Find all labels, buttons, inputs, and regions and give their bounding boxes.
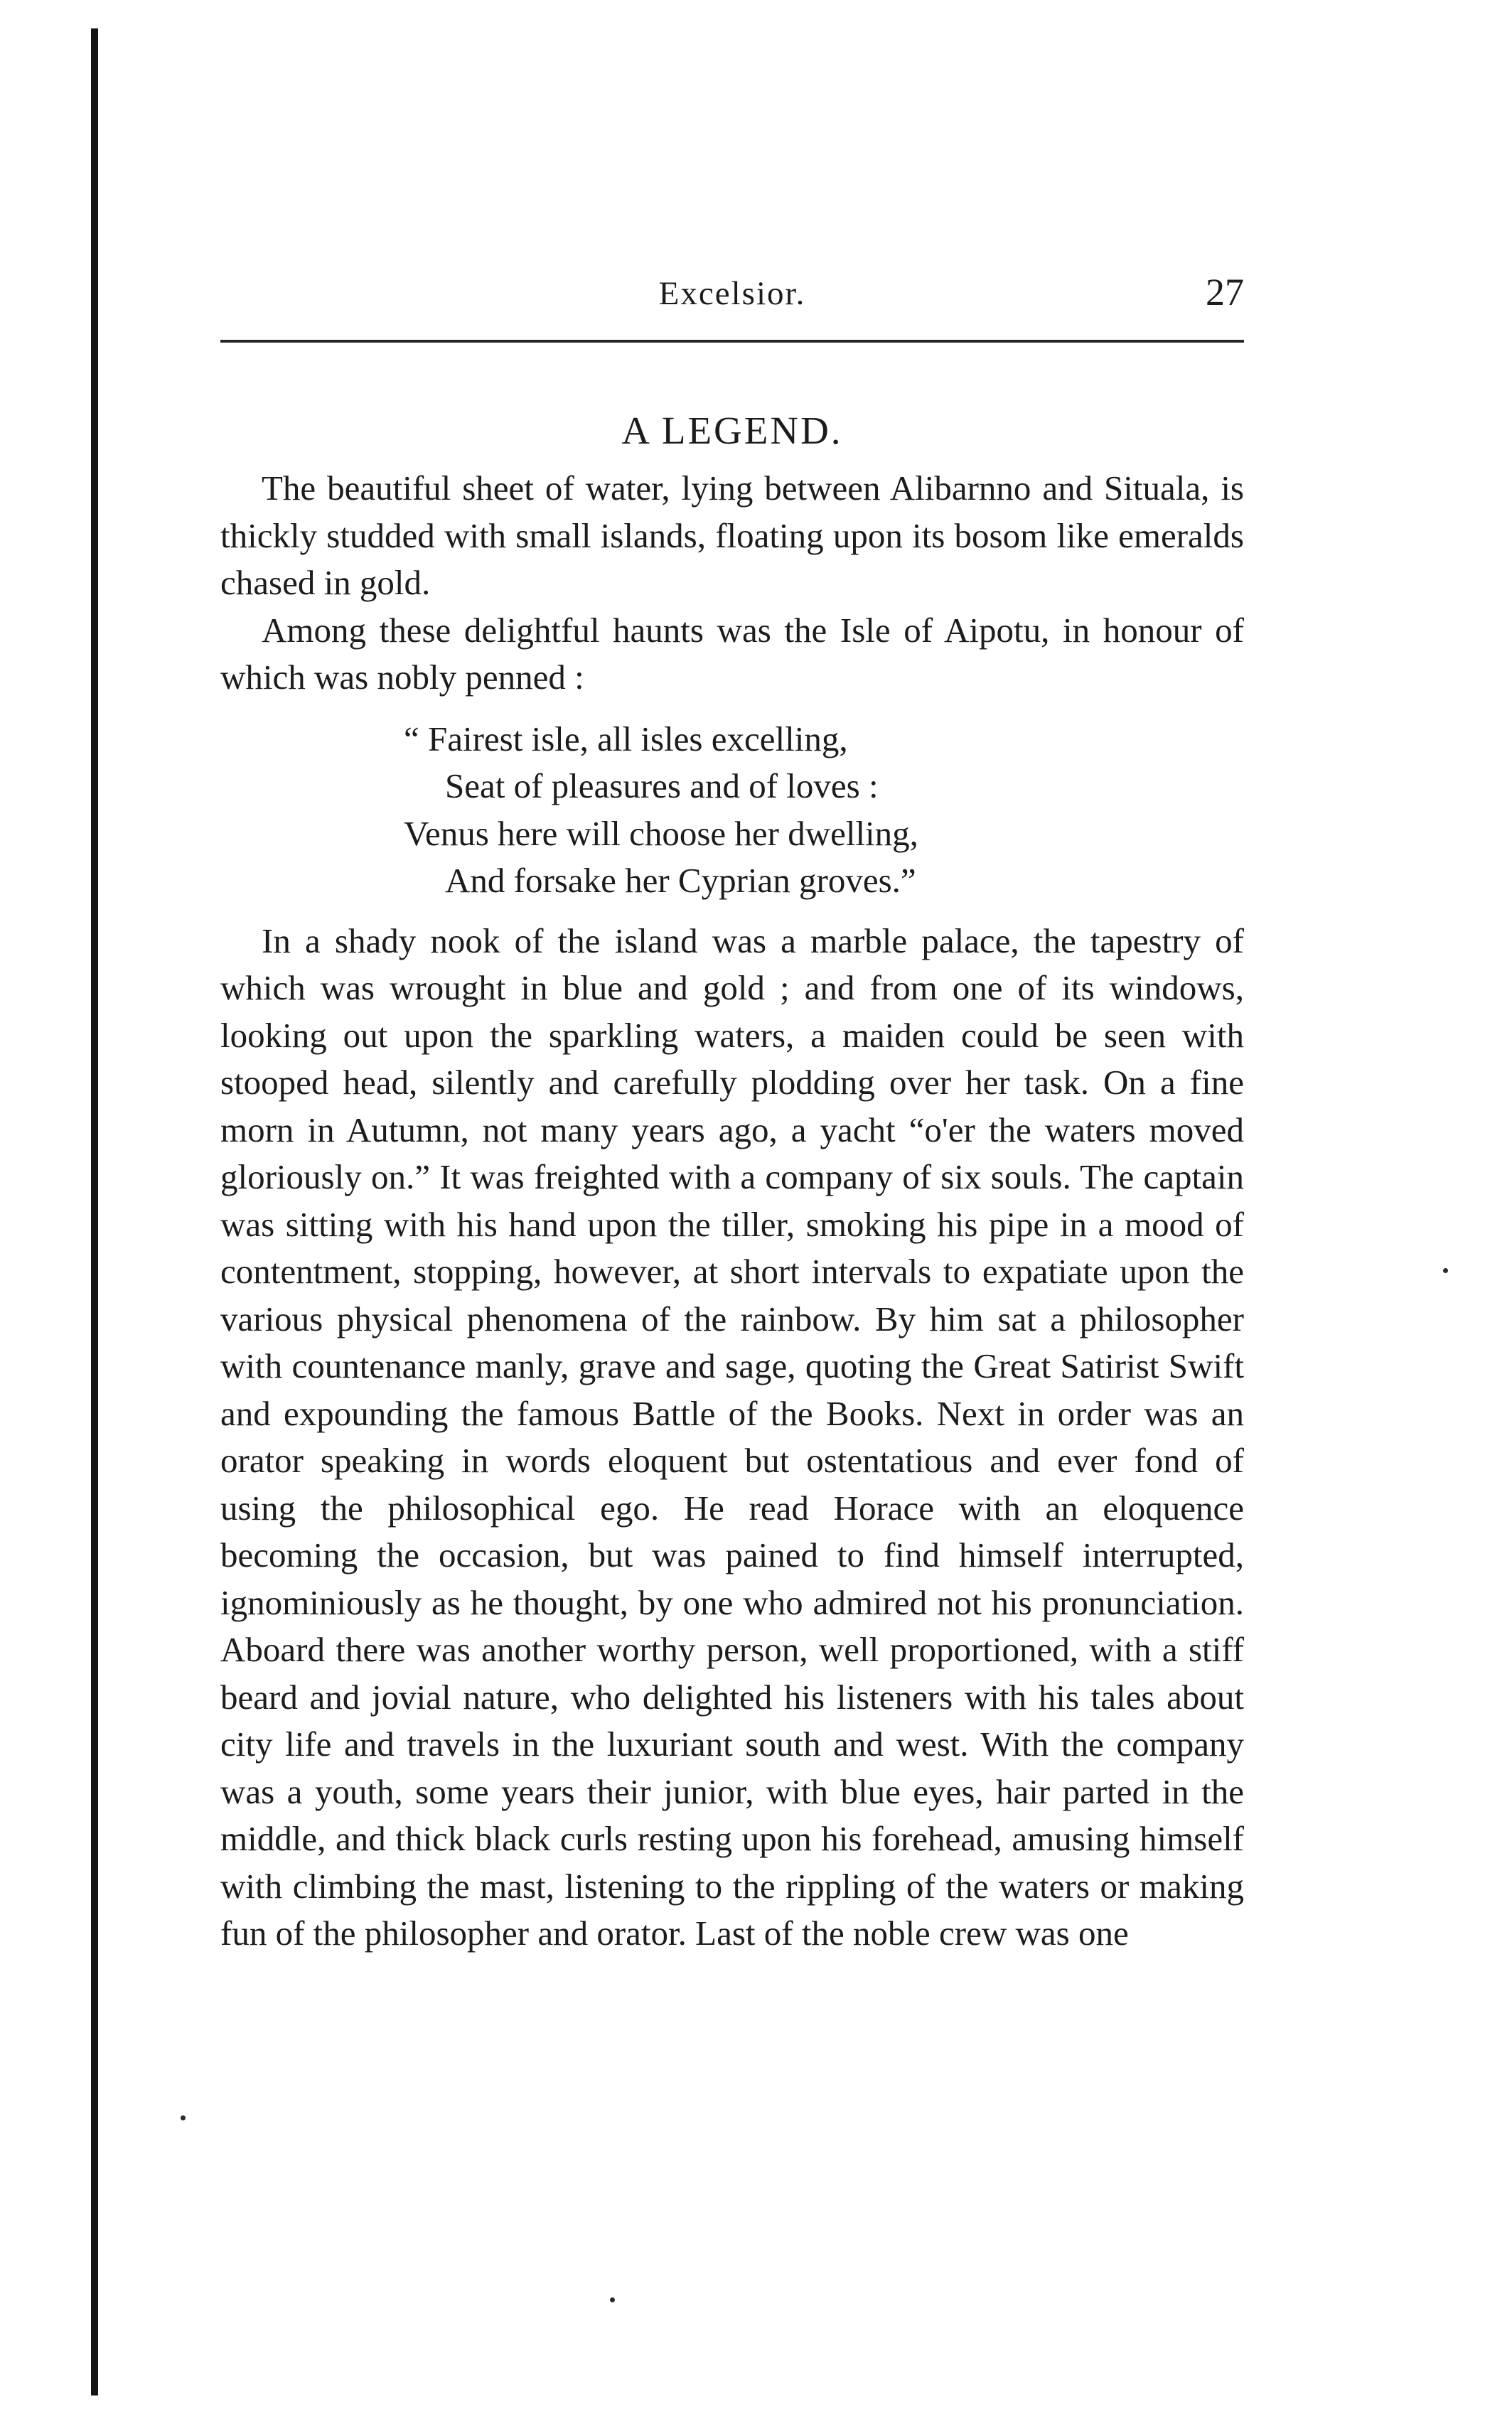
header-rule: [220, 340, 1244, 343]
verse-line: “ Fairest isle, all isles excelling,: [404, 719, 848, 758]
paragraph-1: The beautiful sheet of water, lying between Alibarnno and Situala, is thickly studded with small islands, floating upon its bosom like emeralds chased in gold.: [220, 468, 1244, 602]
verse-line: Venus here will choose her dwelling,: [404, 813, 918, 853]
page-number: 27: [1206, 271, 1244, 313]
paragraph-2: Among these delightful haunts was the Isle of Aipotu, in honour of which was nobly penned :: [220, 610, 1244, 697]
running-head: [220, 270, 1244, 334]
verse-line: Seat of pleasures and of loves :: [445, 766, 879, 805]
paragraph-3: In a shady nook of the island was a marble palace, the tapestry of which was wrought in blue and gold ; and from one of its windows, looking out upon the sparkling waters, a maiden could be seen with stooped head, silently and carefully plodding over her task. On a fine morn in Autumn, not many years ago, a yacht “o'er the waters moved gloriously on.” It was freighted with a company of six souls. The captain was sitting with his hand upon the tiller, smoking his pipe in a mood of contentment, stopping, however, at short intervals to expatiate upon the various physical phenomena of the rainbow. By him sat a philosopher with countenance manly, grave and sage, quoting the Great Satirist Swift and expounding the famous Battle of the Books. Next in order was an orator speaking in words eloquent but ostentatious and ever fond of using the philosophical ego. He read Horace with an eloquence becoming the occasion, but was pained to find himself interrupted, ignominiously as he thought, by one who admired not his pronunciation. Aboard there was another worthy person, well proportioned, with a stiff beard and jovial nature, who delighted his listeners with his tales about city life and travels in the luxuriant south and west. With the company was a youth, some years their junior, with blue eyes, hair parted in the middle, and thick black curls resting upon his forehead, amusing himself with climbing the mast, listening to the rippling of the waters or making fun of the philosopher and orator. Last of the noble crew was one: [220, 921, 1244, 1953]
section-title: A LEGEND.: [621, 409, 843, 452]
running-title: Excelsior.: [658, 275, 806, 312]
verse-line: And forsake her Cyprian groves.”: [445, 861, 916, 900]
body-text: [220, 465, 1244, 1958]
binding-edge-line: [91, 28, 98, 2395]
scan-speck: [181, 2115, 186, 2120]
scan-speck: [610, 2297, 615, 2302]
verse-quotation: [220, 716, 1244, 905]
scan-speck: [1443, 1268, 1448, 1273]
